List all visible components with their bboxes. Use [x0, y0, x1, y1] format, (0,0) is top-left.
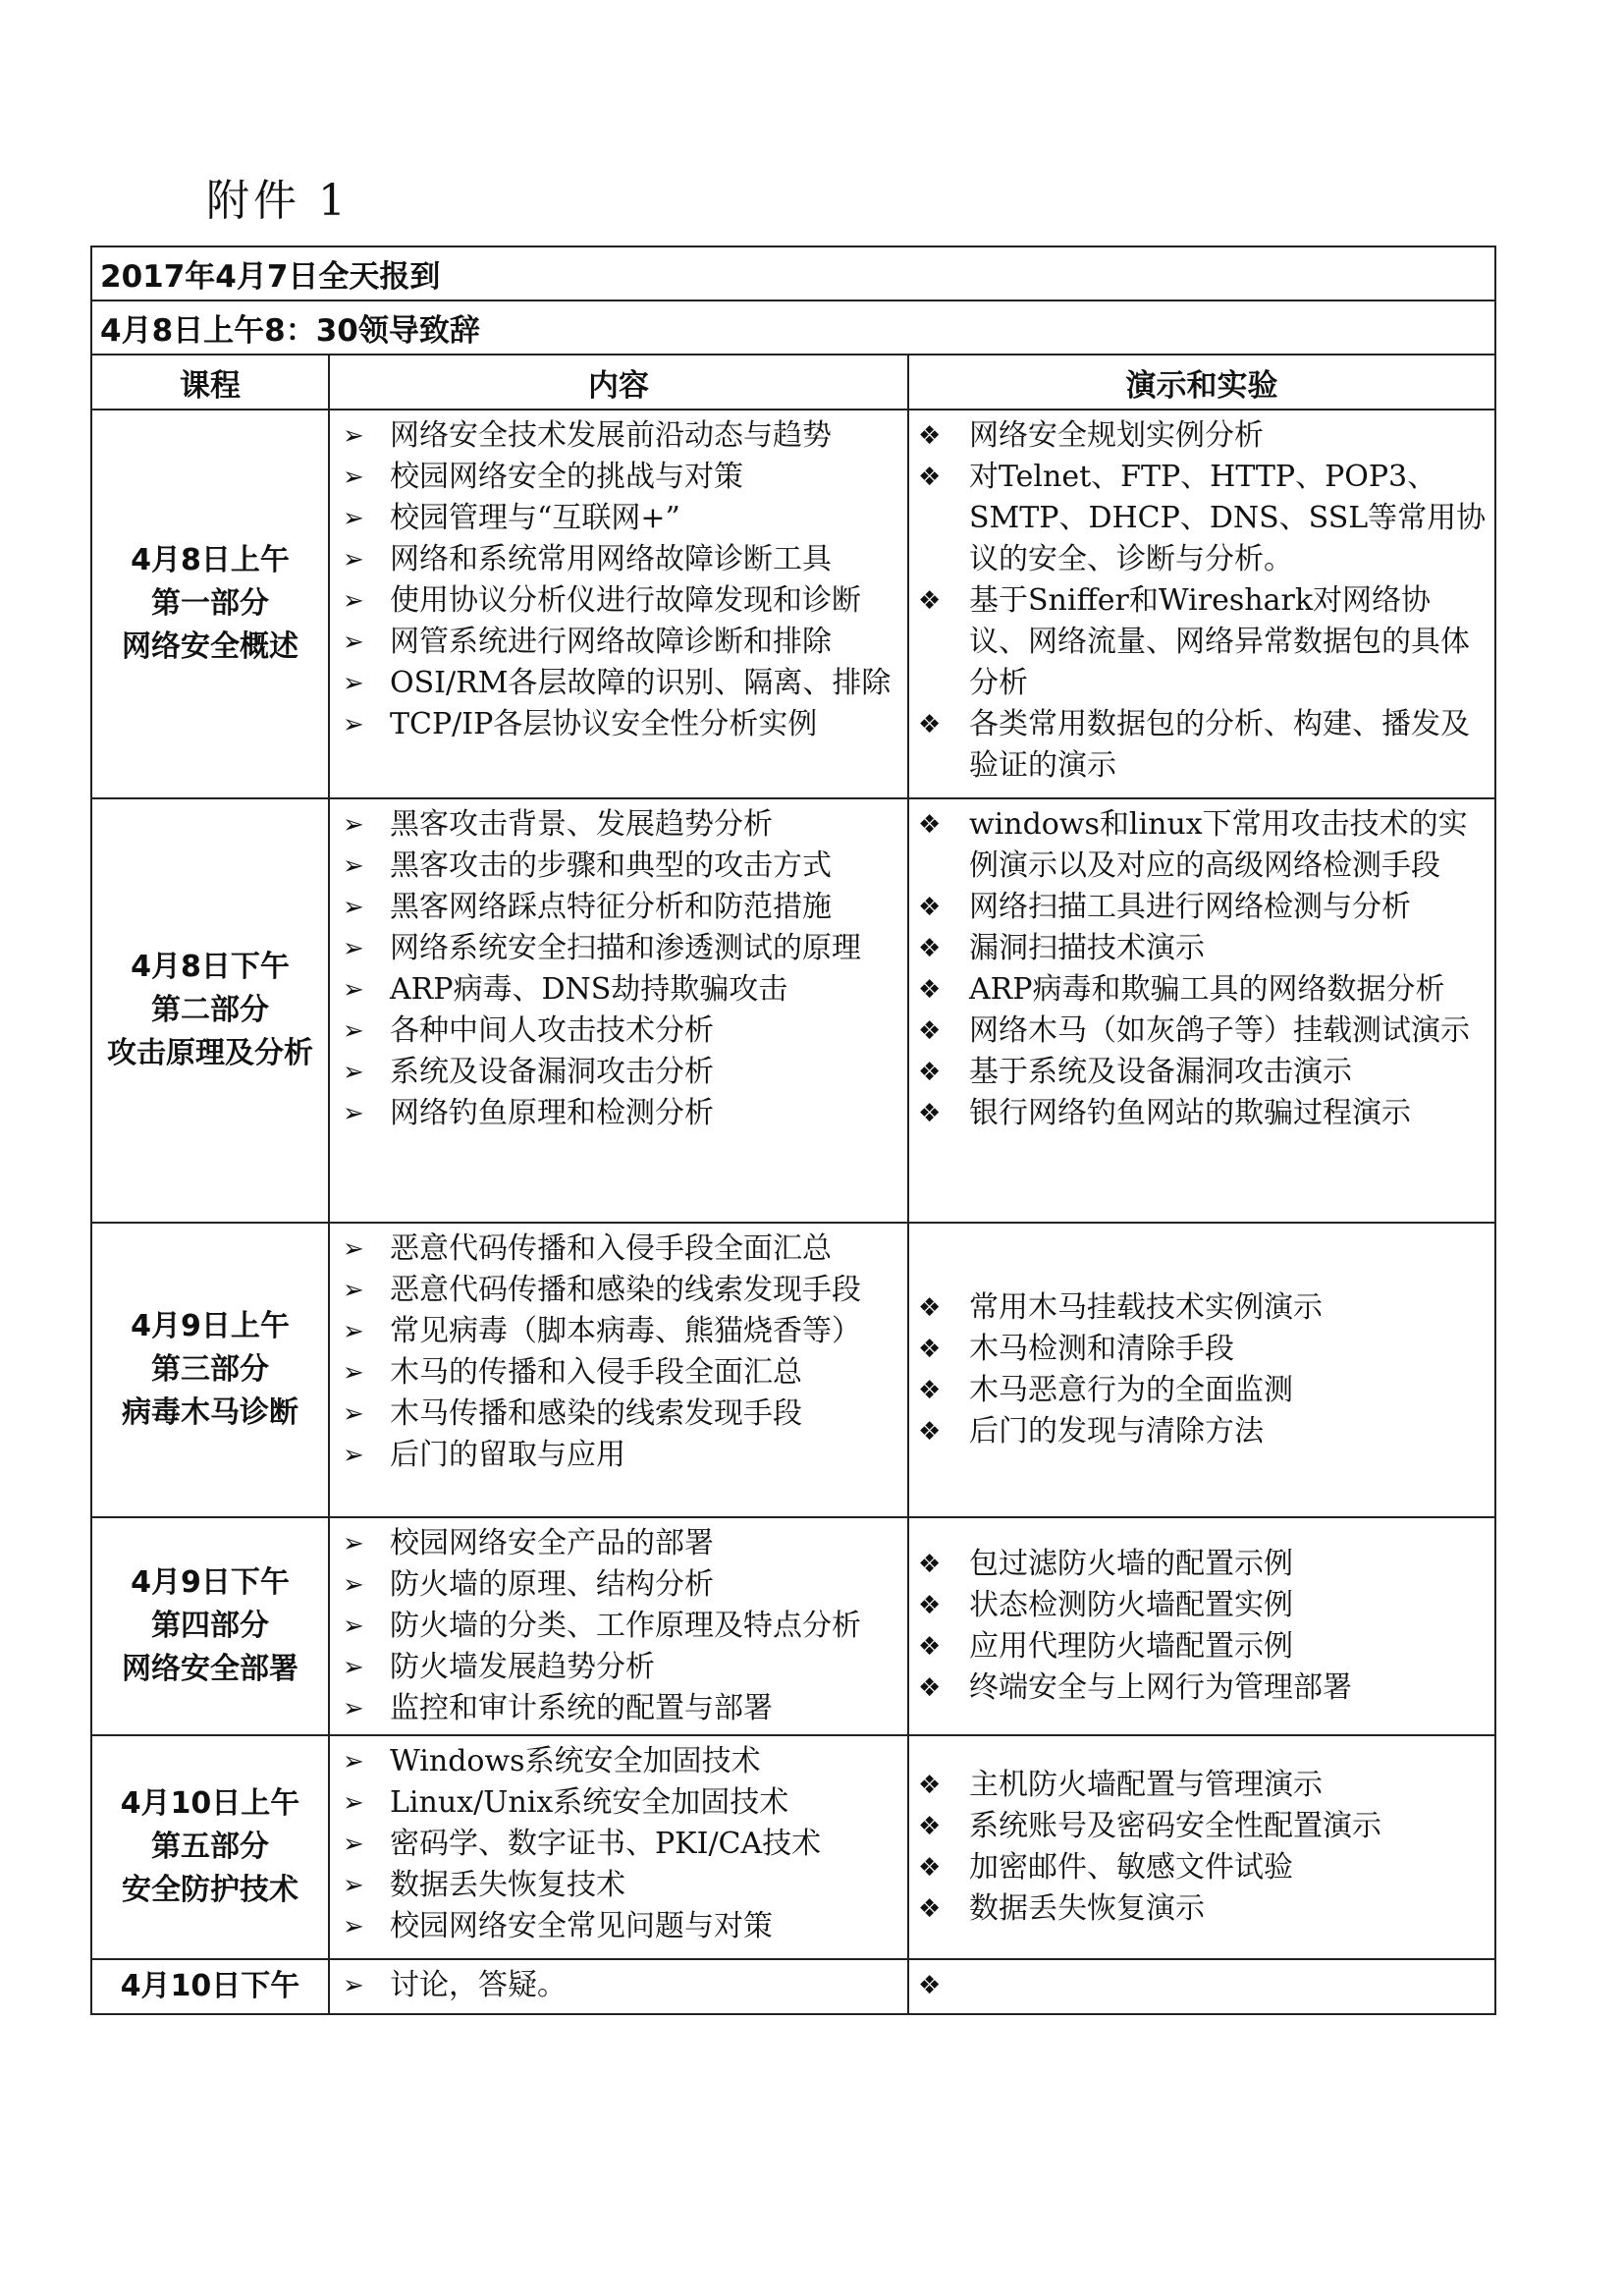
- course-line: 第三部分: [151, 1352, 269, 1387]
- demo-text: 主机防火墙配置与管理演示: [969, 1768, 1323, 1802]
- arrow-bullet-icon: ➢: [343, 1234, 364, 1264]
- diamond-bullet-icon: ❖: [918, 1099, 942, 1128]
- content-text: 木马的传播和入侵手段全面汇总: [390, 1355, 802, 1390]
- content-item: [337, 804, 900, 846]
- course-cell: [91, 1223, 329, 1517]
- content-item: [337, 1906, 900, 1947]
- arrow-bullet-icon: ➢: [343, 1788, 364, 1818]
- content-text: 网络安全技术发展前沿动态与趋势: [390, 418, 832, 453]
- diamond-bullet-icon: ❖: [918, 463, 942, 492]
- diamond-bullet-icon: ❖: [918, 421, 942, 451]
- content-text: 校园网络安全常见问题与对策: [390, 1909, 773, 1943]
- diamond-bullet-icon: ❖: [918, 1058, 942, 1087]
- demo-list: [910, 1761, 1493, 1934]
- demo-cell: [908, 410, 1495, 798]
- arrow-bullet-icon: ➢: [343, 1016, 364, 1046]
- demo-cell: [908, 1959, 1495, 2014]
- content-item: [337, 969, 900, 1011]
- arrow-bullet-icon: ➢: [343, 934, 364, 963]
- diamond-bullet-icon: ❖: [918, 810, 942, 840]
- diamond-bullet-icon: ❖: [918, 1771, 942, 1800]
- arrow-bullet-icon: ➢: [343, 1441, 364, 1470]
- demo-list: [910, 411, 1493, 791]
- content-text: 监控和审计系统的配置与部署: [390, 1691, 773, 1725]
- arrow-bullet-icon: ➢: [343, 1871, 364, 1900]
- content-item: [337, 498, 900, 539]
- diamond-bullet-icon: ❖: [918, 710, 942, 739]
- content-item: [337, 1011, 900, 1052]
- content-list: [331, 1737, 906, 1951]
- demo-item: [916, 1052, 1488, 1093]
- opening-row: [91, 301, 1495, 355]
- course-line: 网络安全部署: [122, 1652, 298, 1686]
- content-item: [337, 1647, 900, 1688]
- arrow-bullet-icon: ➢: [343, 669, 364, 698]
- header-course: 课程: [91, 355, 329, 410]
- content-text: ARP病毒、DNS劫持欺骗攻击: [390, 972, 788, 1007]
- demo-item: [916, 1370, 1488, 1411]
- content-item: [337, 1965, 900, 2006]
- demo-cell: [908, 1223, 1495, 1517]
- demo-text: 基于Sniffer和Wireshark对网络协议、网络流量、网络异常数据包的具体分析: [969, 583, 1470, 700]
- diamond-bullet-icon: ❖: [918, 1376, 942, 1405]
- content-item: [337, 663, 900, 704]
- content-item: [337, 704, 900, 745]
- diamond-bullet-icon: ❖: [918, 1632, 942, 1662]
- content-text: 黑客网络踩点特征分析和防范措施: [390, 890, 832, 924]
- arrow-bullet-icon: ➢: [343, 851, 364, 881]
- content-item: [337, 846, 900, 887]
- content-text: 校园网络安全的挑战与对策: [390, 460, 743, 494]
- demo-item: [916, 1329, 1488, 1370]
- arrow-bullet-icon: ➢: [343, 1612, 364, 1641]
- demo-item: [916, 1847, 1488, 1888]
- content-text: 系统及设备漏洞攻击分析: [390, 1055, 714, 1089]
- content-cell: [329, 410, 908, 798]
- demo-item: [916, 457, 1488, 580]
- session-row: [91, 1735, 1495, 1959]
- demo-text: 常用木马挂载技术实例演示: [969, 1290, 1323, 1325]
- session-row: [91, 410, 1495, 798]
- diamond-bullet-icon: ❖: [918, 1812, 942, 1841]
- demo-cell: [908, 798, 1495, 1223]
- course-cell: [91, 1517, 329, 1735]
- session-row: [91, 1517, 1495, 1735]
- content-text: 黑客攻击背景、发展趋势分析: [390, 807, 773, 842]
- demo-list: [910, 1961, 1493, 2000]
- content-text: 防火墙的原理、结构分析: [390, 1567, 714, 1602]
- course-line: 4月9日上午: [131, 1309, 290, 1343]
- diamond-bullet-icon: ❖: [918, 1550, 942, 1579]
- content-text: 校园网络安全产品的部署: [390, 1526, 714, 1560]
- content-item: [337, 415, 900, 457]
- demo-text: 网络木马（如灰鸽子等）挂载测试演示: [969, 1013, 1470, 1048]
- content-text: 校园管理与“互联网+”: [390, 501, 680, 535]
- content-item: [337, 1270, 900, 1311]
- arrow-bullet-icon: ➢: [343, 975, 364, 1005]
- diamond-bullet-icon: ❖: [918, 1971, 942, 2000]
- content-text: 数据丢失恢复技术: [390, 1868, 625, 1902]
- content-cell: [329, 1735, 908, 1959]
- diamond-bullet-icon: ❖: [918, 1335, 942, 1364]
- content-cell: [329, 798, 908, 1223]
- checkin-cell: 2017年4月7日全天报到: [91, 246, 1495, 301]
- content-item: [337, 1824, 900, 1865]
- arrow-bullet-icon: ➢: [343, 545, 364, 574]
- arrow-bullet-icon: ➢: [343, 1747, 364, 1777]
- demo-text: 包过滤防火墙的配置示例: [969, 1547, 1293, 1581]
- content-text: 各种中间人攻击技术分析: [390, 1013, 714, 1048]
- schedule-table: [90, 246, 1496, 2015]
- course-line: 安全防护技术: [122, 1873, 298, 1907]
- arrow-bullet-icon: ➢: [343, 504, 364, 533]
- content-text: 防火墙的分类、工作原理及特点分析: [390, 1609, 861, 1643]
- demo-item: [916, 1011, 1488, 1052]
- course-line: 4月9日下午: [131, 1565, 290, 1600]
- content-item: [337, 1688, 900, 1729]
- content-item: [337, 1435, 900, 1476]
- arrow-bullet-icon: ➢: [343, 1358, 364, 1388]
- content-item: [337, 580, 900, 622]
- content-item: [337, 1523, 900, 1564]
- demo-list: [910, 800, 1493, 1138]
- content-item: [337, 622, 900, 663]
- course-line: 第四部分: [151, 1609, 269, 1643]
- diamond-bullet-icon: ❖: [918, 1417, 942, 1447]
- content-item: [337, 457, 900, 498]
- content-item: [337, 1741, 900, 1782]
- opening-cell: 4月8日上午8：30领导致辞: [91, 301, 1495, 355]
- demo-item: [916, 1765, 1488, 1806]
- diamond-bullet-icon: ❖: [918, 1894, 942, 1924]
- course-cell: [91, 1959, 329, 2014]
- content-item: [337, 1782, 900, 1824]
- demo-text: 后门的发现与清除方法: [969, 1414, 1264, 1449]
- content-list: [331, 1519, 906, 1733]
- arrow-bullet-icon: ➢: [343, 586, 364, 616]
- content-cell: [329, 1959, 908, 2014]
- course-cell: [91, 798, 329, 1223]
- arrow-bullet-icon: ➢: [343, 628, 364, 657]
- content-text: 黑客攻击的步骤和典型的攻击方式: [390, 848, 832, 883]
- demo-item: [916, 1411, 1488, 1452]
- course-cell: [91, 1735, 329, 1959]
- diamond-bullet-icon: ❖: [918, 1853, 942, 1883]
- diamond-bullet-icon: ❖: [918, 1673, 942, 1703]
- content-text: 密码学、数字证书、PKI/CA技术: [390, 1827, 822, 1861]
- arrow-bullet-icon: ➢: [343, 463, 364, 492]
- header-content: 内容: [329, 355, 908, 410]
- content-item: [337, 887, 900, 928]
- diamond-bullet-icon: ❖: [918, 934, 942, 963]
- content-text: OSI/RM各层故障的识别、隔离、排除: [390, 666, 892, 700]
- content-text: 网络和系统常用网络故障诊断工具: [390, 542, 832, 576]
- course-line: 第一部分: [151, 586, 269, 621]
- course-line: 4月10日下午: [120, 1969, 300, 2003]
- content-list: [331, 1225, 906, 1480]
- checkin-row: [91, 246, 1495, 301]
- arrow-bullet-icon: ➢: [343, 1653, 364, 1682]
- demo-text: 网络扫描工具进行网络检测与分析: [969, 890, 1411, 924]
- course-line: 第五部分: [151, 1830, 269, 1864]
- demo-text: 终端安全与上网行为管理部署: [969, 1670, 1352, 1705]
- demo-item: [916, 1626, 1488, 1667]
- session-row: [91, 1223, 1495, 1517]
- demo-text: 基于系统及设备漏洞攻击演示: [969, 1055, 1352, 1089]
- arrow-bullet-icon: ➢: [343, 810, 364, 840]
- content-item: [337, 1564, 900, 1606]
- content-text: 网络系统安全扫描和渗透测试的原理: [390, 931, 861, 965]
- content-list: [331, 800, 906, 1138]
- course-line: 网络安全概述: [122, 629, 298, 664]
- diamond-bullet-icon: ❖: [918, 586, 942, 616]
- content-text: 讨论，答疑。: [390, 1968, 567, 2002]
- header-row: [91, 355, 1495, 410]
- content-list: [331, 1961, 906, 2010]
- demo-text: 系统账号及密码安全性配置演示: [969, 1809, 1381, 1843]
- demo-text: 加密邮件、敏感文件试验: [969, 1850, 1293, 1885]
- arrow-bullet-icon: ➢: [343, 1694, 364, 1723]
- diamond-bullet-icon: ❖: [918, 975, 942, 1005]
- arrow-bullet-icon: ➢: [343, 1912, 364, 1941]
- demo-item: [916, 928, 1488, 969]
- diamond-bullet-icon: ❖: [918, 1591, 942, 1620]
- arrow-bullet-icon: ➢: [343, 1099, 364, 1128]
- demo-item: [916, 969, 1488, 1011]
- arrow-bullet-icon: ➢: [343, 1570, 364, 1600]
- course-line: 第二部分: [151, 993, 269, 1027]
- content-item: [337, 1052, 900, 1093]
- demo-text: 对Telnet、FTP、HTTP、POP3、SMTP、DHCP、DNS、SSL等常用协议的安全、诊断与分析。: [969, 460, 1487, 576]
- diamond-bullet-icon: ❖: [918, 893, 942, 922]
- course-line: 攻击原理及分析: [107, 1036, 313, 1070]
- demo-text: 数据丢失恢复演示: [969, 1891, 1205, 1926]
- content-text: 恶意代码传播和入侵手段全面汇总: [390, 1231, 832, 1266]
- arrow-bullet-icon: ➢: [343, 1317, 364, 1346]
- arrow-bullet-icon: ➢: [343, 421, 364, 451]
- course-line: 4月10日上午: [120, 1786, 300, 1821]
- content-text: 防火墙发展趋势分析: [390, 1650, 655, 1684]
- content-text: 常见病毒（脚本病毒、熊猫烧香等）: [390, 1314, 861, 1348]
- demo-item: [916, 804, 1488, 887]
- arrow-bullet-icon: ➢: [343, 1399, 364, 1429]
- content-item: [337, 539, 900, 580]
- content-text: 使用协议分析仪进行故障发现和诊断: [390, 583, 861, 618]
- demo-text: 状态检测防火墙配置实例: [969, 1588, 1293, 1622]
- course-line: 4月8日上午: [131, 543, 290, 577]
- content-item: [337, 1229, 900, 1270]
- diamond-bullet-icon: ❖: [918, 1016, 942, 1046]
- course-cell: [91, 410, 329, 798]
- demo-item: [916, 1585, 1488, 1626]
- demo-item: [916, 1287, 1488, 1329]
- header-demo: 演示和实验: [908, 355, 1495, 410]
- session-row: [91, 798, 1495, 1223]
- course-line: 4月8日下午: [131, 950, 290, 984]
- content-text: Linux/Unix系统安全加固技术: [390, 1785, 789, 1820]
- content-text: Windows系统安全加固技术: [390, 1744, 761, 1778]
- content-item: [337, 928, 900, 969]
- demo-text: 银行网络钓鱼网站的欺骗过程演示: [969, 1096, 1411, 1130]
- diamond-bullet-icon: ❖: [918, 1293, 942, 1323]
- demo-item: [916, 1888, 1488, 1930]
- arrow-bullet-icon: ➢: [343, 1276, 364, 1305]
- demo-item: [916, 1544, 1488, 1585]
- demo-cell: [908, 1735, 1495, 1959]
- content-item: [337, 1311, 900, 1352]
- content-item: [337, 1352, 900, 1394]
- content-item: [337, 1606, 900, 1647]
- content-text: 网管系统进行网络故障诊断和排除: [390, 625, 832, 659]
- arrow-bullet-icon: ➢: [343, 893, 364, 922]
- content-text: 网络钓鱼原理和检测分析: [390, 1096, 714, 1130]
- session-row: [91, 1959, 1495, 2014]
- course-line: 病毒木马诊断: [122, 1395, 298, 1430]
- demo-item: [916, 415, 1488, 457]
- demo-text: 网络安全规划实例分析: [969, 418, 1264, 453]
- arrow-bullet-icon: ➢: [343, 1058, 364, 1087]
- demo-item: [916, 580, 1488, 704]
- demo-item: [916, 887, 1488, 928]
- demo-item: [916, 1667, 1488, 1709]
- demo-text: windows和linux下常用攻击技术的实例演示以及对应的高级网络检测手段: [969, 807, 1468, 883]
- demo-text: ARP病毒和欺骗工具的网络数据分析: [969, 972, 1445, 1007]
- demo-text: 漏洞扫描技术演示: [969, 931, 1205, 965]
- content-item: [337, 1394, 900, 1435]
- demo-item: [916, 704, 1488, 787]
- arrow-bullet-icon: ➢: [343, 1830, 364, 1859]
- demo-text: 木马恶意行为的全面监测: [969, 1373, 1293, 1407]
- content-text: 后门的留取与应用: [390, 1438, 625, 1472]
- content-cell: [329, 1517, 908, 1735]
- demo-list: [910, 1284, 1493, 1456]
- attachment-label: 附件 1: [206, 176, 350, 226]
- content-cell: [329, 1223, 908, 1517]
- arrow-bullet-icon: ➢: [343, 1971, 364, 2000]
- demo-item: [916, 1093, 1488, 1134]
- demo-item: [916, 1806, 1488, 1847]
- demo-text: 应用代理防火墙配置示例: [969, 1629, 1293, 1664]
- content-text: TCP/IP各层协议安全性分析实例: [390, 707, 818, 741]
- arrow-bullet-icon: ➢: [343, 1529, 364, 1558]
- content-item: [337, 1865, 900, 1906]
- demo-cell: [908, 1517, 1495, 1735]
- arrow-bullet-icon: ➢: [343, 710, 364, 739]
- content-text: 恶意代码传播和感染的线索发现手段: [390, 1273, 861, 1307]
- content-item: [337, 1093, 900, 1134]
- demo-list: [910, 1540, 1493, 1713]
- demo-text: 木马检测和清除手段: [969, 1332, 1234, 1366]
- content-list: [331, 411, 906, 749]
- content-text: 木马传播和感染的线索发现手段: [390, 1396, 802, 1431]
- demo-text: 各类常用数据包的分析、构建、播发及验证的演示: [969, 707, 1470, 783]
